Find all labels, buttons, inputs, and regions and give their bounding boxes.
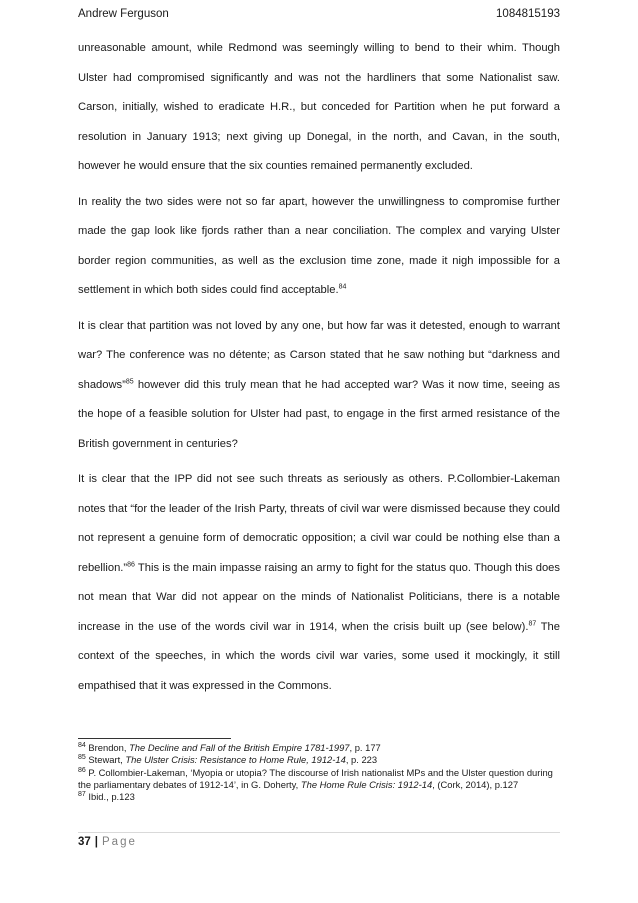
footnote (78, 791, 560, 803)
paragraph (78, 465, 560, 701)
text-run: Brendon, (85, 742, 130, 753)
page-label: Page (102, 836, 137, 848)
footnote-ref: 87 (78, 791, 86, 799)
page-footer (78, 836, 137, 848)
cited-title: The Decline and Fall of the British Empire 1781-1997 (129, 742, 350, 753)
cited-title: The Home Rule Crisis: 1912-14 (300, 778, 433, 790)
footnotes (78, 742, 560, 803)
cited-title: The Ulster Crisis: Resistance to Home Rule, 1912-14 (125, 754, 346, 766)
paragraph (78, 34, 560, 182)
footnote-ref: 85 (125, 377, 134, 385)
footnote (78, 767, 560, 792)
footnote-ref: 84 (78, 741, 86, 749)
text-run: however did this truly mean that he had accepted war? Was it now time, seeing as the hope of a feasible solution for Ulster had past, to engage in the first armed resistance of the British government in centuries? (78, 378, 560, 450)
footnote-ref: 87 (528, 619, 537, 627)
footnote-ref: 86 (78, 766, 86, 774)
text-run: , (Cork, 2014), p.127 (432, 778, 519, 790)
text-run: In reality the two sides were not so far apart, however the unwillingness to compromise further made the gap look like fjords rather than a near conciliation. The complex and varying Ulster border region communities, as well as the exclusion time zone, made it nigh impossible for a settlement in which both sides could find acceptable. (78, 195, 560, 296)
author-name: Andrew Ferguson (78, 8, 169, 20)
paragraph (78, 312, 560, 460)
footnote-separator (78, 738, 231, 739)
text-run: It is clear that partition was not loved by any one, but how far was it detested, enough to warrant war? The conference was no détente; as Carson stated that he saw nothing but “darkness and shadows” (78, 319, 560, 391)
text-run: unreasonable amount, while Redmond was seemingly willing to bend to their whim. Though Ulster had compromised significantly and was not the hardliners that some Nationalist saw. Carson, initially, wished to eradicate H.R., but conceded for Partition when he put forward a resolution in January 1913; next giving up Donegal, in the north, and Cavan, in the south, however he would ensure that the six counties remained permanently excluded. (78, 42, 560, 172)
student-id: 1084815193 (496, 8, 560, 20)
page-header (78, 8, 560, 28)
text-run: , p. 223 (345, 754, 378, 766)
page-number: 37 (78, 836, 91, 848)
footnote (78, 742, 560, 754)
text-run: Stewart, (85, 754, 126, 766)
text-run: It is clear that the IPP did not see such threats as seriously as others. P.Collombier-Lakeman notes that “for the leader of the Irish Party, threats of civil war were dismissed because they could not represent a genuine form of democratic opposition; a civil war could be nothing else than a rebellion.” (78, 473, 560, 574)
paragraph (78, 188, 560, 306)
text-run: P. Collombier-Lakeman, ‘Myopia or utopia? The discourse of Irish nationalist MPs and the Ulster question during the parliamentary debates of 1912-14’, in G. Doherty, (78, 766, 553, 790)
text-run: This is the main impasse raising an army to fight for the status quo. Though this does not mean that War did not appear on the minds of Nationalist Politicians, there is a notable increase in the use of the words civil war in 1914, when the crisis built up (see below). (78, 561, 560, 633)
footnote-ref: 86 (127, 560, 135, 568)
footnote-ref: 84 (338, 283, 347, 291)
footer-divider (78, 832, 560, 833)
text-run: The context of the speeches, in which the words civil war varies, some used it mockingly, it still empathised that it was expressed in the Commons. (78, 620, 561, 692)
body-text (78, 34, 560, 707)
footnote-ref: 85 (78, 754, 86, 762)
footer-separator: | (94, 836, 99, 848)
text-run: Ibid., p.123 (85, 791, 135, 803)
footnote (78, 754, 560, 766)
text-run: , p. 177 (349, 742, 381, 753)
